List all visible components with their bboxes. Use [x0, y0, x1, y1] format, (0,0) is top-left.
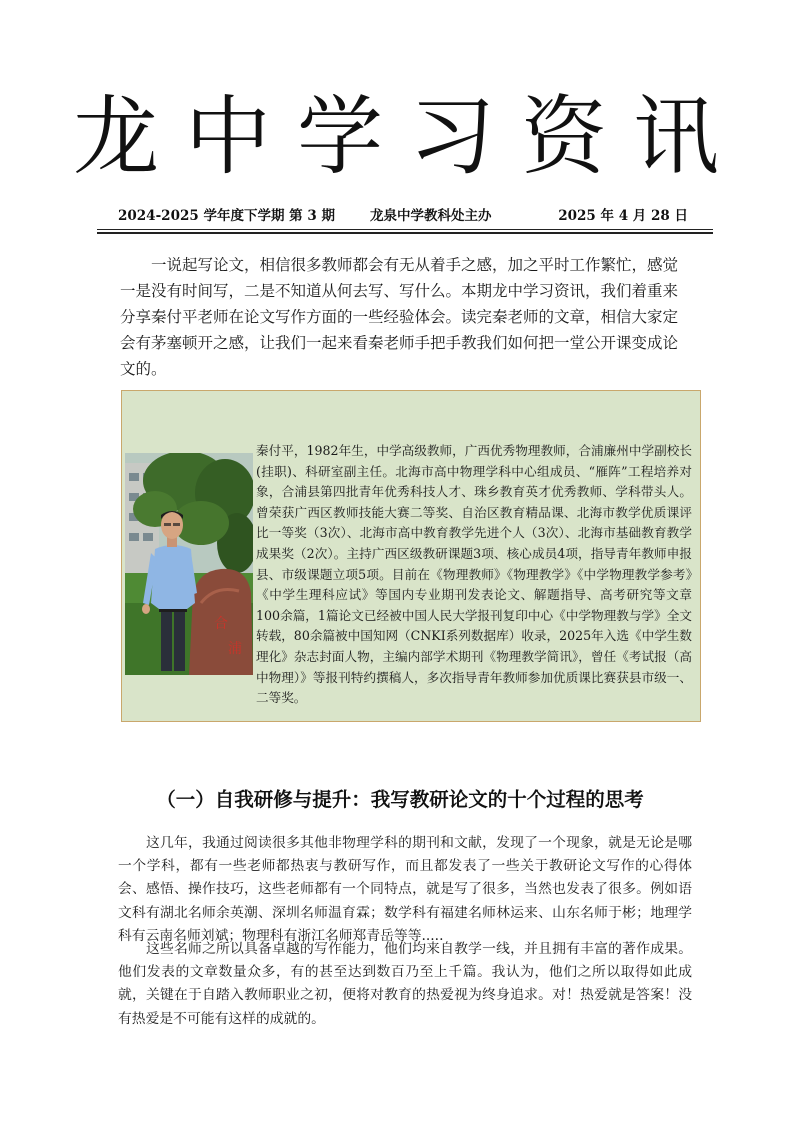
author-photo: [125, 453, 253, 675]
masthead-title: 龙中学习资讯: [73, 87, 745, 187]
header-divider-thick: [97, 232, 713, 234]
body-paragraph: 这几年，我通过阅读很多其他非物理学科的期刊和文献，发现了一个现象，就是无论是哪一个学科，都有一些老师都热衷与教研写作，而且都发表了一些关于教研论文写作的心得体会、感悟、操作技巧，这些老师都有一个同特点，就是写了很多，当然也发表了很多。例如语文科有湖北名师余英潮、深圳名师温育霖；数学科有福建名师林运来、山东名师于彬；地理学科有云南名师刘斌；物理科有浙江名师郑青岳等等.....: [118, 835, 692, 944]
body-paragraph: 这些名师之所以具备卓越的写作能力，他们均来自教学一线，并且拥有丰富的著作成果。他们发表的文章数量众多，有的甚至达到数百乃至上千篇。我认为，他们之所以取得如此成就，关键在于自踏入教师职业之初，便将对教育的热爱视为终身追求。对！热爱就是答案！没有热爱是不可能有这样的成就的。: [118, 941, 692, 1027]
issue-term: 2024-2025 学年度下学期 第 3 期: [118, 208, 335, 224]
issue-info-line: [118, 204, 710, 224]
intro-paragraph: 一说起写论文，相信很多教师都会有无从着手之感，加之平时工作繁忙，感觉一是没有时间写，二是不知道从何去写、写什么。本期龙中学习资讯，我们着重来分享秦付平老师在论文写作方面的一些经验体会。读完秦老师的文章，相信大家定会有茅塞顿开之感，让我们一起来看秦老师手把手教我们如何把一堂公开课变成论文的。: [120, 256, 679, 378]
author-bio-text: 秦付平，1982年生，中学高级教师，广西优秀物理教师，合浦廉州中学副校长(挂职)、科研室副主任。北海市高中物理学科中心组成员、“雁阵”工程培养对象，合浦县第四批青年优秀科技人才、珠乡教育英才优秀教师、学科带头人。曾荣获广西区教师技能大赛二等奖、自治区教育精品课、北海市教学优质课评比一等奖（3次）、北海市高中教育教学先进个人（3次）、北海市基础教育教学成果奖（2次）。主持广西区级教研课题3项、核心成员4项，指导青年教师申报县、市级课题立项5项。目前在《物理教师》《物理教学》《中学物理教学参考》《中学生理科应试》等国内专业期刊发表论文、解题指导、高考研究等文章100余篇，1篇论文已经被中国人民大学报刊复印中心《中学物理教与学》全文转载，80余篇被中国知网（CNKI系列数据库）收录，2025年入选《中学生数理化》杂志封面人物，主编内部学术期刊《物理教学简讯》，曾任《考试报（高中物理）》等报刊特约撰稿人，多次指导青年教师参加优质课比赛获县市级一、二等奖。: [256, 443, 692, 706]
section-heading: （一）自我研修与提升：我写教研论文的十个过程的思考: [156, 788, 644, 811]
issue-organizer: 龙泉中学教科处主办: [370, 208, 492, 224]
issue-date: 2025 年 4 月 28 日: [558, 208, 688, 224]
svg-text:浦: 浦: [228, 641, 242, 657]
header-divider-thin: [97, 229, 713, 230]
author-bio-box: [121, 390, 701, 722]
rock-inscription: 合: [214, 616, 228, 632]
